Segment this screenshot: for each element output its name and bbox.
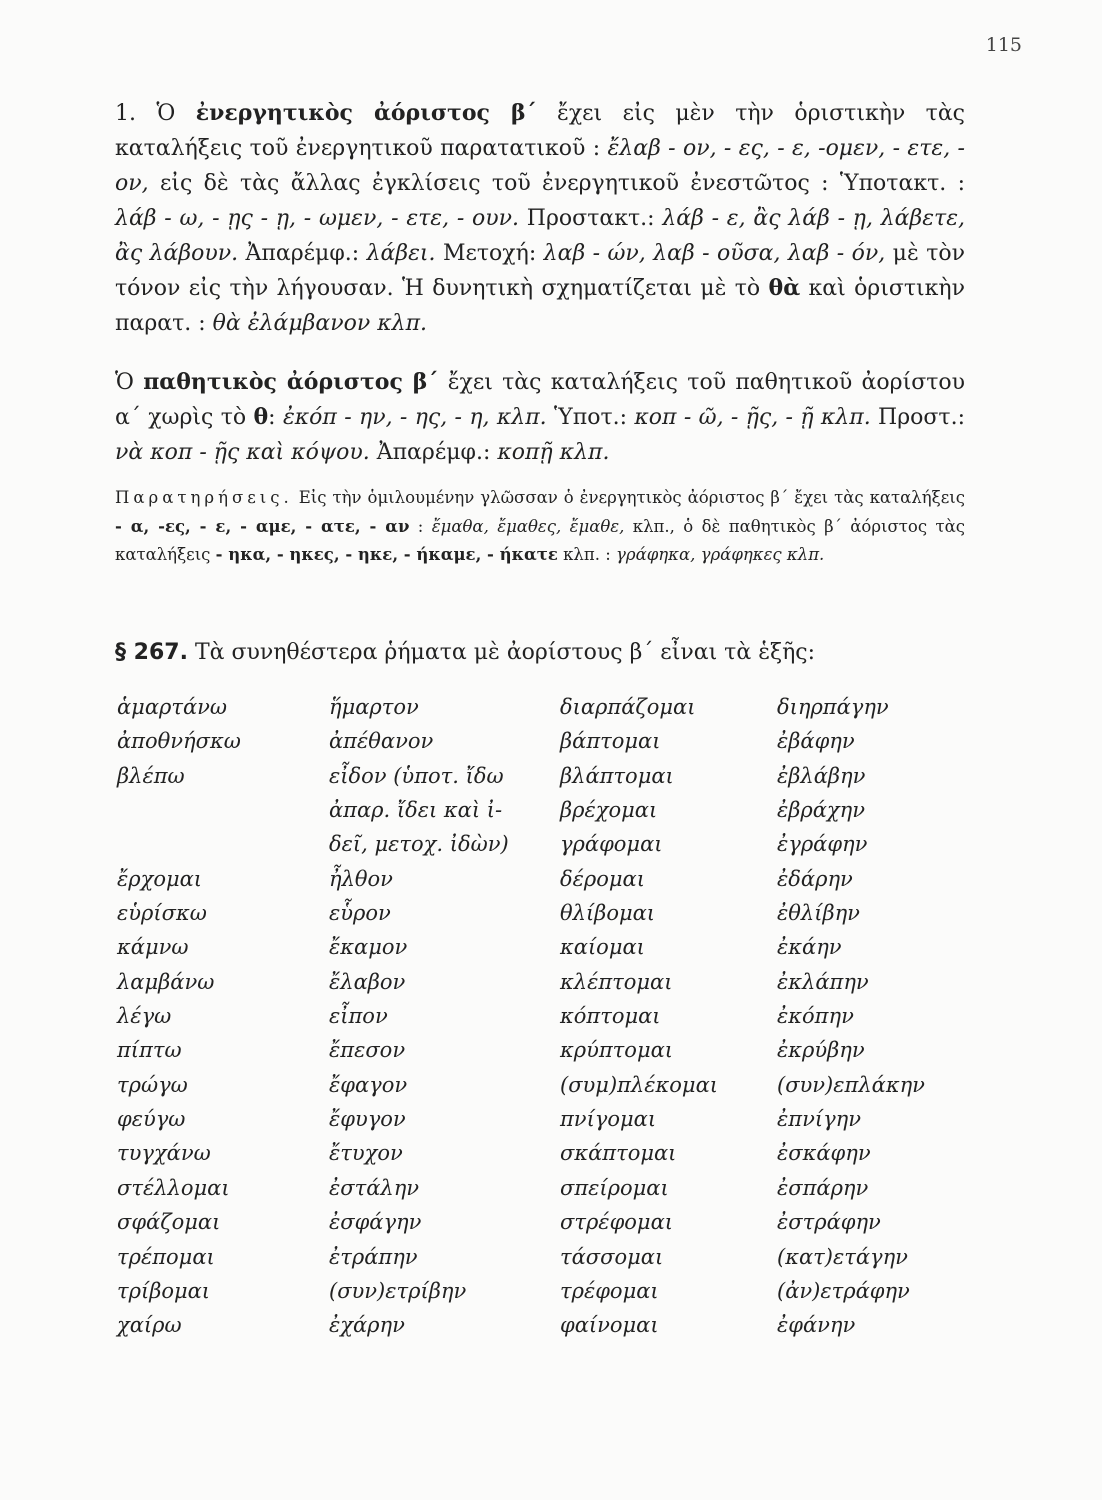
verb-cell: θλίβομαι <box>560 901 656 926</box>
verb-row <box>117 930 977 964</box>
section-heading: § 267. Τὰ συνηθέστερα ῥήματα μὲ ἀορίστους β΄ εἶναι τὰ ἑξῆς: <box>115 640 816 665</box>
verb-cell: δεῖ, μετοχ. ἰδὼν) <box>329 832 509 857</box>
verb-cell: πίπτω <box>117 1038 182 1063</box>
verb-cell: τρέφομαι <box>560 1278 659 1303</box>
verb-cell: ἐβλάβην <box>777 763 866 788</box>
verb-cell: εὗρον <box>329 901 391 926</box>
verb-cell: (κατ)ετάγην <box>777 1244 908 1269</box>
verb-cell: ἐκρύβην <box>777 1038 865 1063</box>
verb-cell: κόπτομαι <box>560 1004 661 1029</box>
verb-cell: σκάπτομαι <box>560 1141 677 1166</box>
verb-cell: (ἀν)ετράφην <box>777 1278 910 1303</box>
verb-cell: ἐφάνην <box>777 1313 856 1338</box>
term-passive-aorist: παθητικὸς ἀόριστος β΄ <box>143 369 439 395</box>
verb-row <box>117 1102 977 1136</box>
verb-cell: εὑρίσκω <box>117 901 207 926</box>
verb-cell: (συμ)πλέκομαι <box>560 1072 718 1097</box>
verb-row <box>117 827 977 861</box>
verb-row <box>117 999 977 1033</box>
verb-row <box>117 896 977 930</box>
verb-cell: ἐσφάγην <box>329 1210 422 1235</box>
verb-cell: διηρπάγην <box>777 695 889 719</box>
verb-cell: φαίνομαι <box>560 1313 659 1338</box>
verb-cell: γράφομαι <box>560 832 663 857</box>
verb-cell: στέλλομαι <box>117 1175 230 1200</box>
verb-row <box>117 1136 977 1170</box>
verb-cell: βλέπω <box>117 763 185 788</box>
verb-table <box>117 690 977 1343</box>
verb-cell: ἐδάρην <box>777 866 853 891</box>
verb-cell: ἐσκάφην <box>777 1141 871 1166</box>
verb-row <box>117 1308 977 1342</box>
verb-cell: ἐχάρην <box>329 1313 405 1338</box>
verb-cell: ἔκαμον <box>329 935 408 960</box>
verb-cell: λέγω <box>117 1004 172 1029</box>
term-active-aorist: ἐνεργητικὸς ἀόριστος β΄ <box>195 100 537 126</box>
verb-cell: ἔλαβον <box>329 969 406 994</box>
verb-cell: τάσσομαι <box>560 1244 664 1269</box>
verb-cell: ἐγράφην <box>777 832 868 857</box>
verb-cell: ἐστράφην <box>777 1210 881 1235</box>
verb-cell: ἐθλίβην <box>777 901 860 926</box>
verb-row <box>117 1205 977 1239</box>
verb-cell: τρέπομαι <box>117 1244 215 1269</box>
verb-cell: στρέφομαι <box>560 1210 673 1235</box>
section-number: § 267. <box>115 640 188 665</box>
paragraph-active-aorist: 1. Ὁ ἐνεργητικὸς ἀόριστος β΄ ἔχει εἰς μὲν τὴν ὁριστικὴν τὰς καταλήξεις τοῦ ἐνεργητικοῦ παρατατικοῦ : ἔλαβ - ον, - ες, - ε, -ομεν, - ετε, - ον, εἰς δὲ τὰς ἄλλας ἐγκλίσεις τοῦ ἐνεργητικοῦ ἐνεστῶτος : Ὑποτακτ. : λάβ - ω, - ῃς - ῃ, - ωμεν, - ετε, - ουν. Προστακτ.: λάβ - ε, ἂς λάβ - ῃ, λάβετε, ἂς λάβουν. Ἀπαρέμφ.: λάβει. Μετοχή: λαβ - ών, λαβ - οῦσα, λαβ - όν, μὲ τὸν τόνον εἰς τὴν λήγουσαν. Ἡ δυνητικὴ σχηματίζεται μὲ τὸ θὰ καὶ ὁριστικὴν παρατ. : θὰ ἐλάμβανον κλπ. <box>115 100 965 336</box>
verb-cell: κρύπτομαι <box>560 1038 674 1063</box>
verb-cell: φεύγω <box>117 1107 186 1132</box>
page-number: 115 <box>985 34 1022 56</box>
verb-cell: ἐσπάρην <box>777 1175 869 1200</box>
verb-cell: ἔπεσον <box>329 1038 406 1063</box>
verb-cell: ἔτυχον <box>329 1141 403 1166</box>
verb-cell: ἀπαρ. ἴδει καὶ ἰ- <box>329 798 503 823</box>
verb-cell: ἐκλάπην <box>777 969 869 994</box>
verb-cell: κάμνω <box>117 935 189 960</box>
verb-row <box>117 1033 977 1067</box>
verb-cell: βρέχομαι <box>560 798 658 823</box>
verb-cell: κλέπτομαι <box>560 969 673 994</box>
verb-cell: τρώγω <box>117 1072 188 1097</box>
verb-cell: ἁμαρτάνω <box>117 695 228 719</box>
verb-cell: ἔφαγον <box>329 1072 408 1097</box>
verb-cell: εἶδον (ὑποτ. ἴδω <box>329 763 504 788</box>
verb-cell: βάπτομαι <box>560 729 661 754</box>
item-number: 1. <box>115 101 157 126</box>
verb-row <box>117 1171 977 1205</box>
verb-cell: ἐτράπην <box>329 1244 418 1269</box>
verb-cell: βλάπτομαι <box>560 763 674 788</box>
verb-cell: πνίγομαι <box>560 1107 657 1132</box>
verb-cell: ἐπνίγην <box>777 1107 861 1132</box>
verb-row <box>117 1068 977 1102</box>
verb-row <box>117 793 977 827</box>
verb-row <box>117 724 977 758</box>
verb-cell: ἀπέθανον <box>329 729 434 754</box>
verb-row <box>117 965 977 999</box>
verb-row <box>117 1240 977 1274</box>
remarks-heading: Παρατηρήσεις. <box>115 488 293 507</box>
verb-cell: (συν)ετρίβην <box>329 1278 467 1303</box>
paragraph-passive-aorist: Ὁ παθητικὸς ἀόριστος β΄ ἔχει τὰς καταλήξεις τοῦ παθητικοῦ ἀορίστου α΄ χωρὶς τὸ θ: ἐκόπ - ην, - ης, - η, κλπ. Ὑποτ.: κοπ - ῶ, - ῇς, - ῇ κλπ. Προστ.: νὰ κοπ - ῇς καὶ κόψου. Ἀπαρέμφ.: κοπῇ κλπ. <box>115 369 966 465</box>
verb-cell: λαμβάνω <box>117 969 215 994</box>
verb-row <box>117 690 977 724</box>
verb-cell: ἔρχομαι <box>117 866 203 891</box>
verb-cell: εἶπον <box>329 1004 388 1029</box>
verb-cell: ἥμαρτον <box>329 695 419 719</box>
remarks-paragraph: Παρατηρήσεις. Εἰς τὴν ὁμιλουμένην γλῶσσαν ὁ ἐνεργητικὸς ἀόριστος β΄ ἔχει τὰς καταλήξεις - α, -ες, - ε, - αμε, - ατε, - αν : ἔμαθα, ἔμαθες, ἔμαθε, κλπ., ὁ δὲ παθητικὸς β΄ ἀόριστος τὰς καταλήξεις - ηκα, - ηκες, - ηκε, - ήκαμε, - ήκατε κλπ. : γράφηκα, γράφηκες κλπ. <box>115 488 966 564</box>
verb-cell: ἐβράχην <box>777 798 866 823</box>
verb-row <box>117 759 977 793</box>
verb-cell: ἐκόπην <box>777 1004 854 1029</box>
verb-cell: τυγχάνω <box>117 1141 211 1166</box>
verb-cell: (συν)επλάκην <box>777 1072 925 1097</box>
verb-row <box>117 1274 977 1308</box>
verb-cell: ἐβάφην <box>777 729 855 754</box>
verb-cell: δέρομαι <box>560 866 645 891</box>
verb-cell: διαρπάζομαι <box>560 695 696 719</box>
verb-cell: ἐκάην <box>777 935 842 960</box>
verb-cell: τρίβομαι <box>117 1278 211 1303</box>
verb-cell: καίομαι <box>560 935 645 960</box>
verb-cell: σφάζομαι <box>117 1210 221 1235</box>
verb-cell: ἦλθον <box>329 866 393 891</box>
verb-cell: ἀποθνήσκω <box>117 729 241 754</box>
verb-cell: χαίρω <box>117 1313 182 1338</box>
verb-cell: ἔφυγον <box>329 1107 406 1132</box>
verb-cell: σπείρομαι <box>560 1175 669 1200</box>
verb-cell: ἐστάλην <box>329 1175 420 1200</box>
verb-row <box>117 862 977 896</box>
